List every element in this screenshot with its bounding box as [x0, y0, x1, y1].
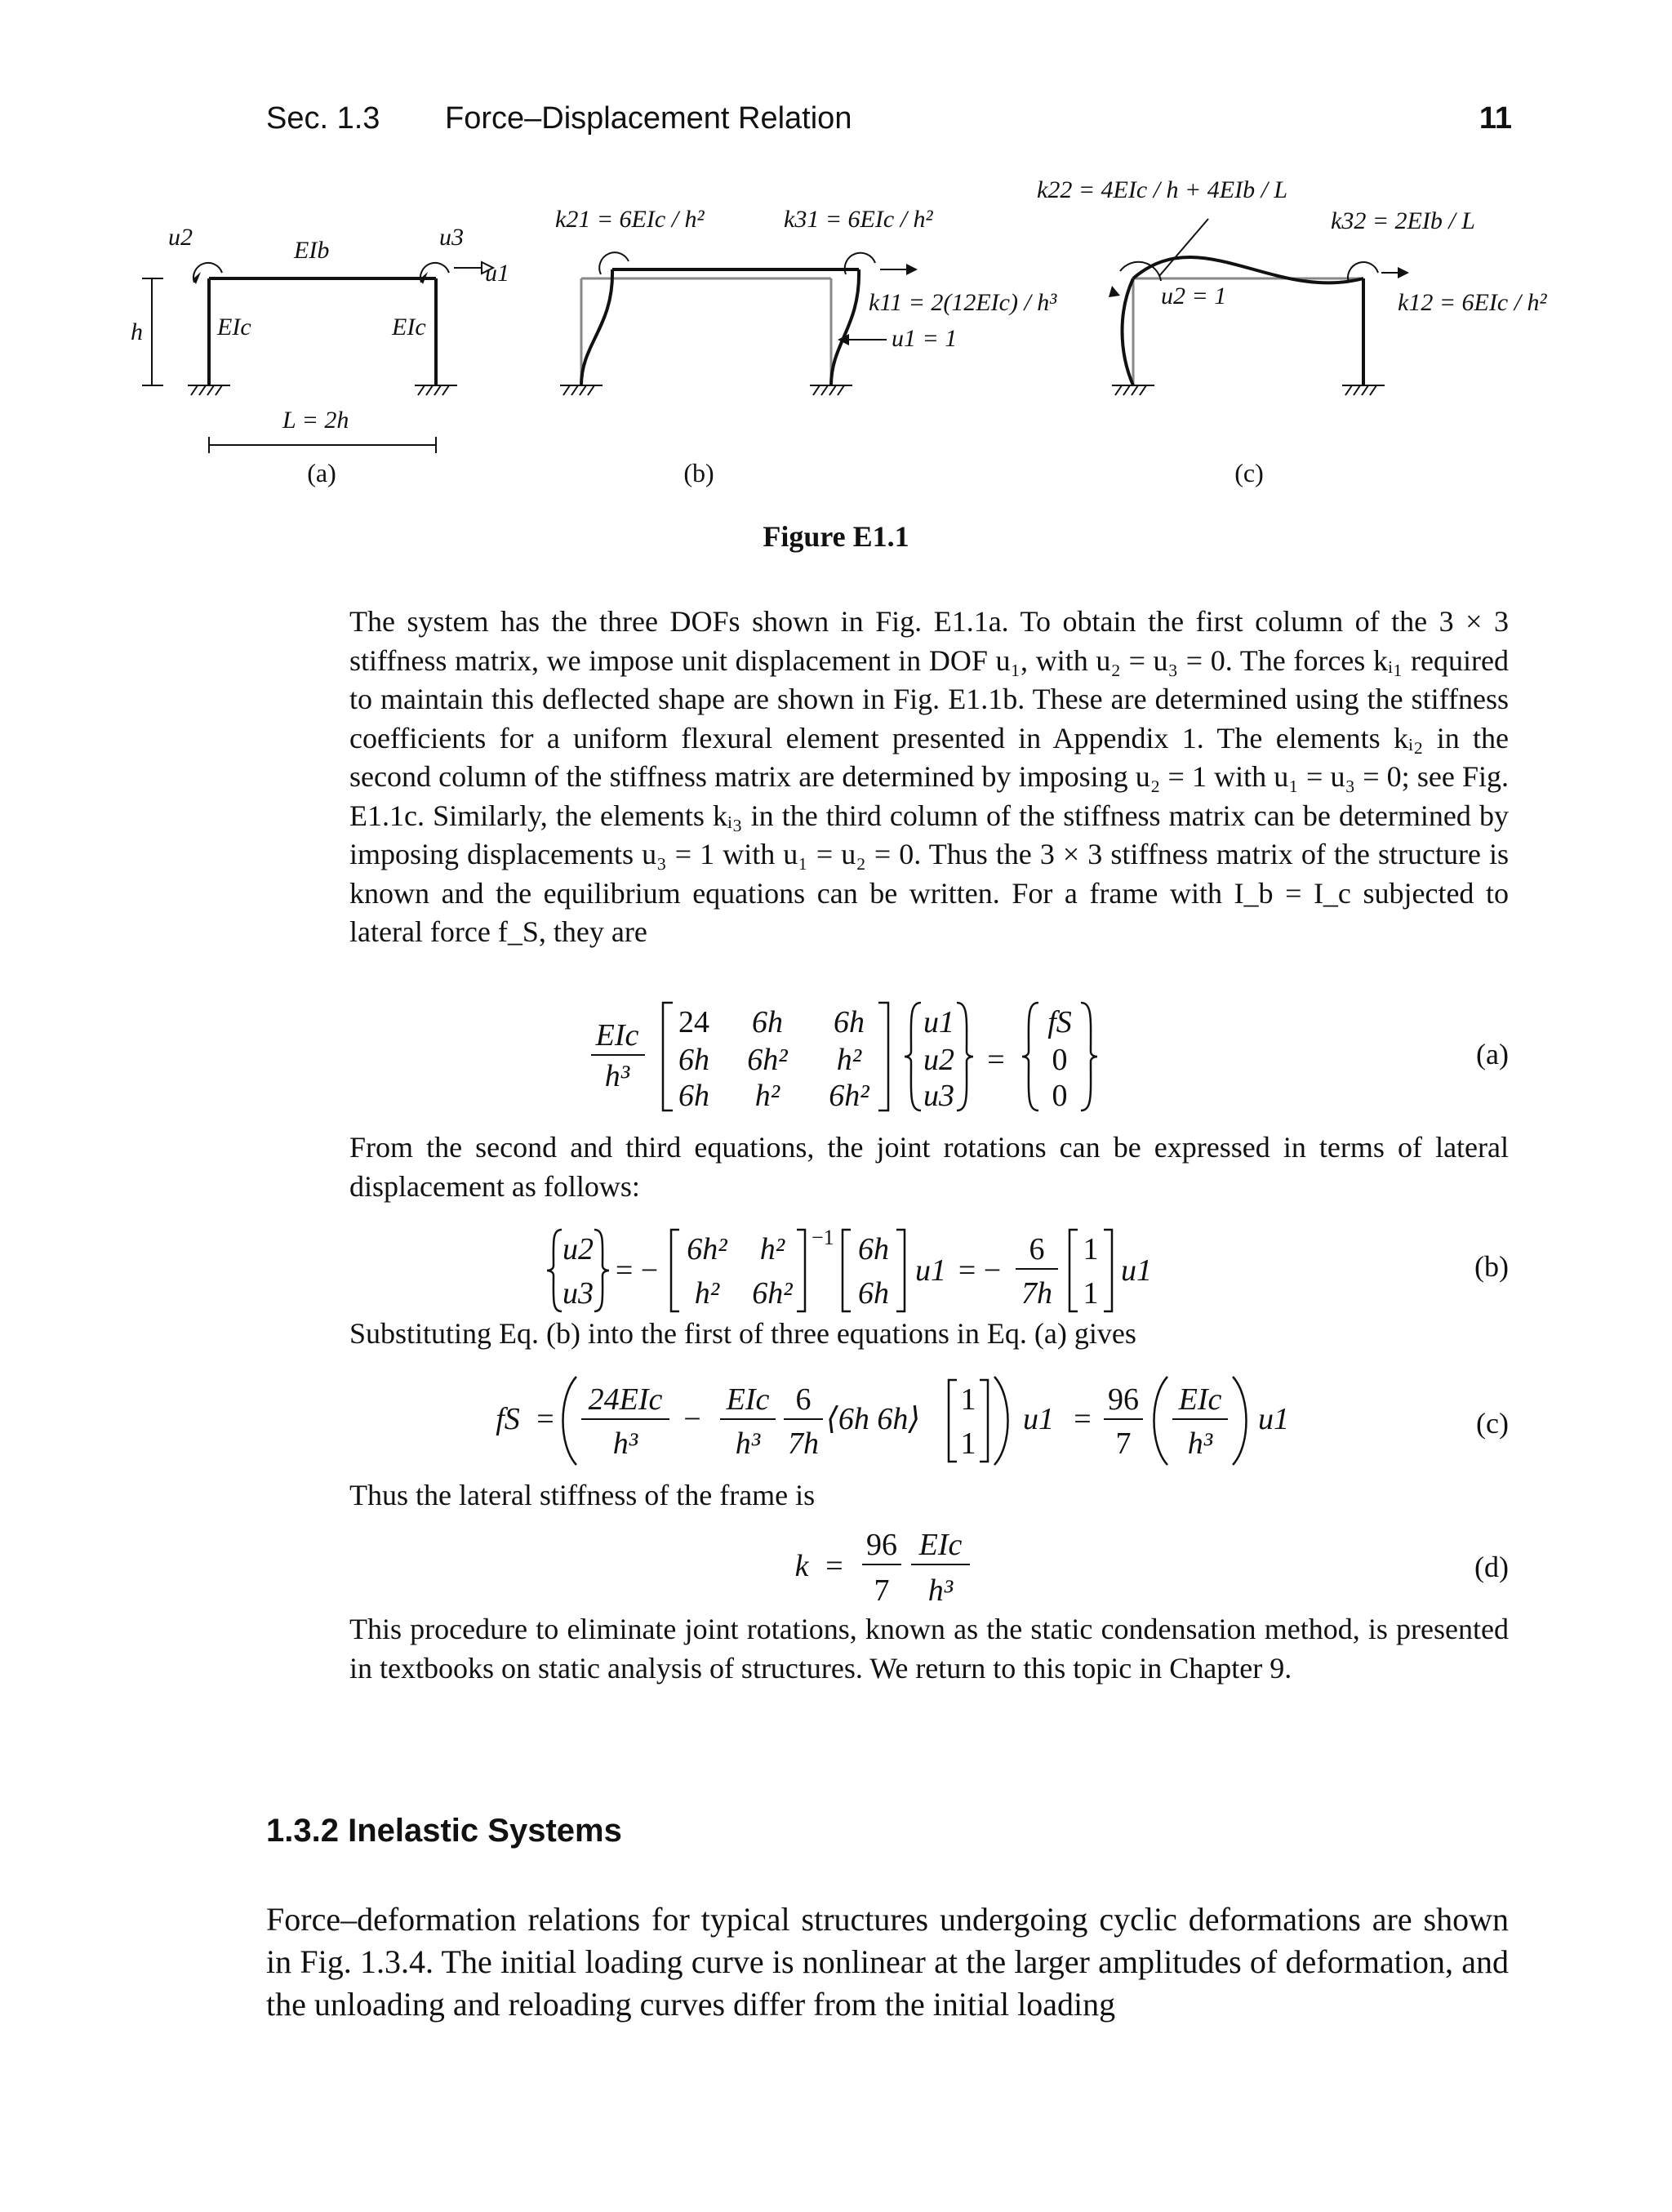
eq-b-res1: 1	[1083, 1276, 1099, 1311]
eq-d-den1: 7	[874, 1573, 890, 1608]
eq-c-lhs: fS	[496, 1402, 520, 1436]
panel-b-k21: k21 = 6EIc / h²	[555, 206, 705, 233]
eq-c-res-in-den: h³	[1187, 1426, 1213, 1461]
equation-label-b: (b)	[1474, 1250, 1509, 1283]
eq-a-m12: h²	[836, 1043, 862, 1077]
eq-c-vec1: 1	[960, 1426, 976, 1461]
eq-a-m10: 6h	[678, 1043, 709, 1077]
panel-a-u3: u3	[439, 224, 464, 251]
panel-c-u2: u2 = 1	[1161, 283, 1227, 309]
eq-c-t1-den: h³	[612, 1426, 638, 1461]
eq-c-t2-num: EIc	[726, 1382, 770, 1417]
running-head-title: Force–Displacement Relation	[445, 101, 852, 136]
eq-c-t3-num: 6	[795, 1382, 812, 1417]
eq-c-row: ⟨6h 6h⟩	[826, 1402, 921, 1436]
eq-b-inv10: h²	[694, 1276, 720, 1311]
eq-c-vec0: 1	[960, 1382, 976, 1417]
eq-b-vec1: 6h	[858, 1276, 889, 1311]
panel-label-c: (c)	[1234, 458, 1264, 487]
panel-label-b: (b)	[683, 458, 714, 487]
eq-b-coef-num: 6	[1029, 1232, 1045, 1266]
equation-a	[588, 995, 1208, 1117]
svg-text:= −: = −	[615, 1253, 659, 1288]
equation-label-c: (c)	[1476, 1407, 1509, 1440]
paragraph-inelastic: Force–deformation relations for typical structures undergoing cyclic deformations are shown in Fig. 1.3.4. The initial loading curve is nonlinear at the larger amplitudes of deformation, and the unloading and reloading curves differ from the initial loading	[266, 1901, 1509, 2023]
svg-text:=: =	[536, 1402, 554, 1436]
svg-text:=: =	[825, 1549, 843, 1583]
equation-d	[784, 1520, 996, 1610]
eq-a-m22: 6h²	[829, 1079, 869, 1113]
section-heading: 1.3.2 Inelastic Systems	[266, 1813, 622, 1849]
eq-b-coef-den: 7h	[1021, 1276, 1052, 1311]
paragraph-joint-rotations: From the second and third equations, the joint rotations can be expressed in terms of lateral displacement as follows:	[349, 1131, 1509, 1203]
panel-b-deflected-shape	[581, 269, 859, 385]
eq-b-inv11: 6h²	[752, 1276, 793, 1311]
svg-text:=: =	[987, 1043, 1005, 1077]
svg-text:−1: −1	[812, 1226, 834, 1249]
eq-c-u1-a: u1	[1023, 1402, 1054, 1436]
eq-c-res-in-num: EIc	[1178, 1382, 1222, 1417]
eq-c-t2-den: h³	[735, 1426, 761, 1461]
svg-text:= −: = −	[958, 1253, 1002, 1288]
eq-a-u1: u1	[923, 1005, 954, 1039]
eq-a-m02: 6h	[834, 1005, 865, 1039]
paragraph-lateral-stiffness: Thus the lateral stiffness of the frame is	[349, 1479, 816, 1511]
equation-label-d: (d)	[1474, 1551, 1509, 1583]
panel-c-k32: k32 = 2EIb / L	[1331, 207, 1475, 234]
panel-b-k11: k11 = 2(12EIc) / h³	[869, 289, 1057, 316]
panel-c-k12: k12 = 6EIc / h²	[1398, 289, 1547, 316]
eq-a-u3: u3	[923, 1079, 954, 1113]
panel-a-u1: u1	[485, 260, 509, 287]
panel-a-u2: u2	[168, 224, 193, 251]
svg-text:−: −	[683, 1402, 701, 1436]
frame-figure	[0, 0, 1672, 523]
panel-a-column-left: EIc	[217, 314, 251, 340]
equation-label-a: (a)	[1476, 1038, 1509, 1070]
eq-a-rhs1: 0	[1052, 1043, 1068, 1077]
panel-c-deflected-shape	[1123, 257, 1364, 385]
eq-b-inv00: 6h²	[687, 1232, 727, 1266]
eq-a-rhs0: fS	[1047, 1005, 1072, 1039]
eq-c-res-num: 96	[1108, 1382, 1139, 1417]
eq-a-factor-den: h³	[604, 1059, 630, 1093]
paragraph-static-condensation: This procedure to eliminate joint rotations, known as the static condensation method, is presented in textbooks on static analysis of structures. We return to this topic in Chapter 9.	[349, 1613, 1509, 1685]
figure-caption: Figure E1.1	[763, 520, 909, 553]
paragraph-substituting: Substituting Eq. (b) into the first of three equations in Eq. (a) gives	[349, 1317, 1136, 1350]
eq-a-m21: h²	[754, 1079, 780, 1113]
eq-b-u1-a: u1	[915, 1253, 946, 1288]
running-head-section: Sec. 1.3	[266, 101, 380, 136]
eq-c-u1-b: u1	[1258, 1402, 1289, 1436]
eq-c-t1-num: 24EIc	[588, 1382, 663, 1417]
eq-b-lhs1: u3	[563, 1276, 594, 1311]
eq-d-den2: h³	[927, 1573, 954, 1608]
eq-a-m20: 6h	[678, 1079, 709, 1113]
equation-b	[547, 1225, 1265, 1316]
panel-c-k22: k22 = 4EIc / h + 4EIb / L	[1037, 176, 1288, 203]
eq-a-m01: 6h	[752, 1005, 783, 1039]
panel-b-u1: u1 = 1	[892, 325, 958, 352]
eq-b-res0: 1	[1083, 1232, 1099, 1266]
eq-a-m11: 6h²	[747, 1043, 788, 1077]
page-number: 11	[1479, 101, 1512, 136]
eq-a-u2: u2	[923, 1043, 954, 1077]
equation-c	[490, 1372, 1347, 1470]
panel-a-beam-label: EIb	[294, 237, 330, 264]
eq-b-lhs0: u2	[563, 1232, 594, 1266]
eq-c-res-den: 7	[1115, 1426, 1132, 1461]
eq-d-num1: 96	[866, 1528, 897, 1562]
paragraph-dofs: The system has the three DOFs shown in Fig. E1.1a. To obtain the first column of the 3 × 3 stiffness matrix, we impose unit displacement in DOF u₁, with u₂ = u₃ = 0. The forces kᵢ₁ required to maintain this deflected shape are shown in Fig. E1.1b. These are determined using the stiffness coefficients for a uniform flexural element presented in Appendix 1. The elements kᵢ₂ in the second column of the stiffness matrix are determined by imposing u₂ = 1 with u₁ = u₃ = 0; see Fig. E1.1c. Similarly, the elements kᵢ₃ in the third column of the stiffness matrix can be determined by imposing displacements u₃ = 1 with u₁ = u₂ = 0. Thus the 3 × 3 stiffness matrix of the structure is known and the equilibrium equations can be written. For a frame with I_b = I_c subjected to lateral force f_S, they are	[349, 605, 1509, 948]
svg-text:=: =	[1074, 1402, 1092, 1436]
eq-a-factor-num: EIc	[595, 1018, 639, 1053]
panel-a-column-right: EIc	[392, 314, 426, 340]
eq-a-rhs2: 0	[1052, 1079, 1068, 1113]
panel-a-height: h	[131, 318, 143, 345]
eq-b-u1-b: u1	[1121, 1253, 1152, 1288]
eq-d-lhs: k	[794, 1549, 809, 1583]
panel-label-a: (a)	[307, 458, 336, 487]
panel-b-k31: k31 = 6EIc / h²	[784, 206, 933, 233]
eq-d-num2: EIc	[918, 1528, 963, 1562]
eq-c-t3-den: 7h	[788, 1426, 819, 1461]
panel-a-span: L = 2h	[282, 407, 349, 434]
eq-b-vec0: 6h	[858, 1232, 889, 1266]
eq-b-inv01: h²	[759, 1232, 785, 1266]
eq-a-m00: 24	[678, 1005, 709, 1039]
